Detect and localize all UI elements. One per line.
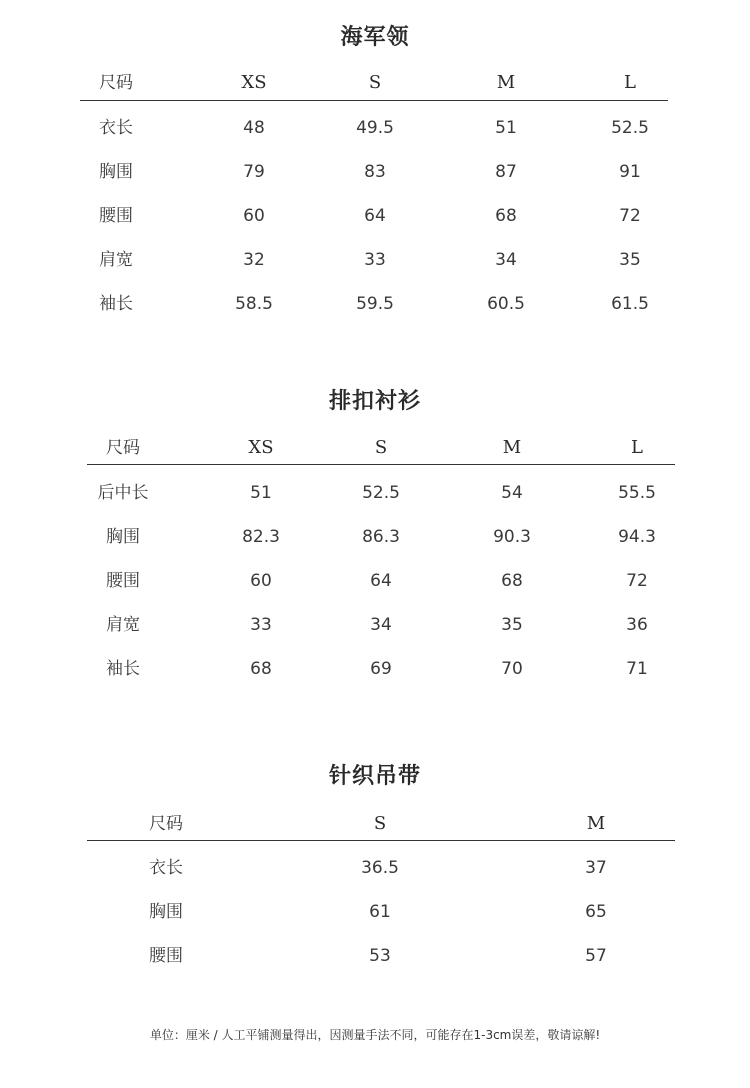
measurement-label: 袖长 [99,294,133,314]
size-column-header: M [586,813,606,834]
measurement-label: 衣长 [99,118,133,138]
size-column-header: M [496,72,516,93]
measurement-value: 91 [619,162,641,182]
measurement-value: 72 [619,206,641,226]
size-column-header: XS [241,72,267,93]
measurement-value: 90.3 [493,527,531,547]
measurement-value: 34 [495,250,517,270]
size-column-header: L [624,72,636,93]
measurement-value: 51 [250,483,272,503]
measurement-value: 54 [501,483,523,503]
size-column-header: XS [248,437,274,458]
measurement-label: 后中长 [97,483,149,503]
measurement-label: 肩宽 [106,615,140,635]
measurement-value: 57 [585,946,607,966]
measurement-value: 52.5 [362,483,400,503]
measurement-label: 腰围 [99,206,133,226]
measurement-value: 83 [364,162,386,182]
size-column-header: S [373,813,387,834]
measurement-value: 86.3 [362,527,400,547]
measurement-value: 68 [495,206,517,226]
measurement-value: 55.5 [618,483,656,503]
measurement-value: 32 [243,250,265,270]
measurement-value: 37 [585,858,607,878]
measurement-label: 肩宽 [99,250,133,270]
measurement-label: 胸围 [149,902,183,922]
measurement-value: 64 [370,571,392,591]
table-1-title: 海军领 [340,24,410,50]
header-divider [87,464,675,465]
measurement-value: 82.3 [242,527,280,547]
measurement-label: 衣长 [149,858,183,878]
measurement-value: 60.5 [487,294,525,314]
size-column-header: L [631,437,643,458]
size-column-header: M [502,437,522,458]
measurement-value: 87 [495,162,517,182]
measurement-value: 35 [619,250,641,270]
measurement-value: 35 [501,615,523,635]
measurement-value: 59.5 [356,294,394,314]
size-column-header: S [374,437,388,458]
measurement-value: 60 [250,571,272,591]
measurement-label: 腰围 [149,946,183,966]
size-column-header: S [368,72,382,93]
measurement-value: 33 [364,250,386,270]
size-header-label: 尺码 [149,814,183,834]
measurement-value: 64 [364,206,386,226]
table-2-title: 排扣衬衫 [328,388,421,414]
measurement-value: 58.5 [235,294,273,314]
measurement-value: 71 [626,659,648,679]
size-header-label: 尺码 [106,438,140,458]
measurement-value: 61.5 [611,294,649,314]
measurement-value: 36 [626,615,648,635]
measurement-value: 70 [501,659,523,679]
measurement-value: 52.5 [611,118,649,138]
table-3-title: 针织吊带 [328,763,421,789]
measurement-value: 61 [369,902,391,922]
measurement-label: 胸围 [106,527,140,547]
measurement-value: 69 [370,659,392,679]
measurement-value: 72 [626,571,648,591]
measurement-value: 79 [243,162,265,182]
measurement-value: 65 [585,902,607,922]
measurement-label: 胸围 [99,162,133,182]
measurement-value: 51 [495,118,517,138]
header-divider [80,100,668,101]
measurement-value: 48 [243,118,265,138]
measurement-value: 33 [250,615,272,635]
measurement-value: 94.3 [618,527,656,547]
measurement-value: 36.5 [361,858,399,878]
footer-note: 单位：厘米 / 人工平铺测量得出，因测量手法不同，可能存在1-3cm误差，敬请谅解! [149,1028,601,1042]
measurement-label: 腰围 [106,571,140,591]
measurement-value: 53 [369,946,391,966]
measurement-label: 袖长 [106,659,140,679]
size-header-label: 尺码 [99,73,133,93]
measurement-value: 68 [501,571,523,591]
header-divider [87,840,675,841]
measurement-value: 60 [243,206,265,226]
measurement-value: 49.5 [356,118,394,138]
measurement-value: 68 [250,659,272,679]
measurement-value: 34 [370,615,392,635]
